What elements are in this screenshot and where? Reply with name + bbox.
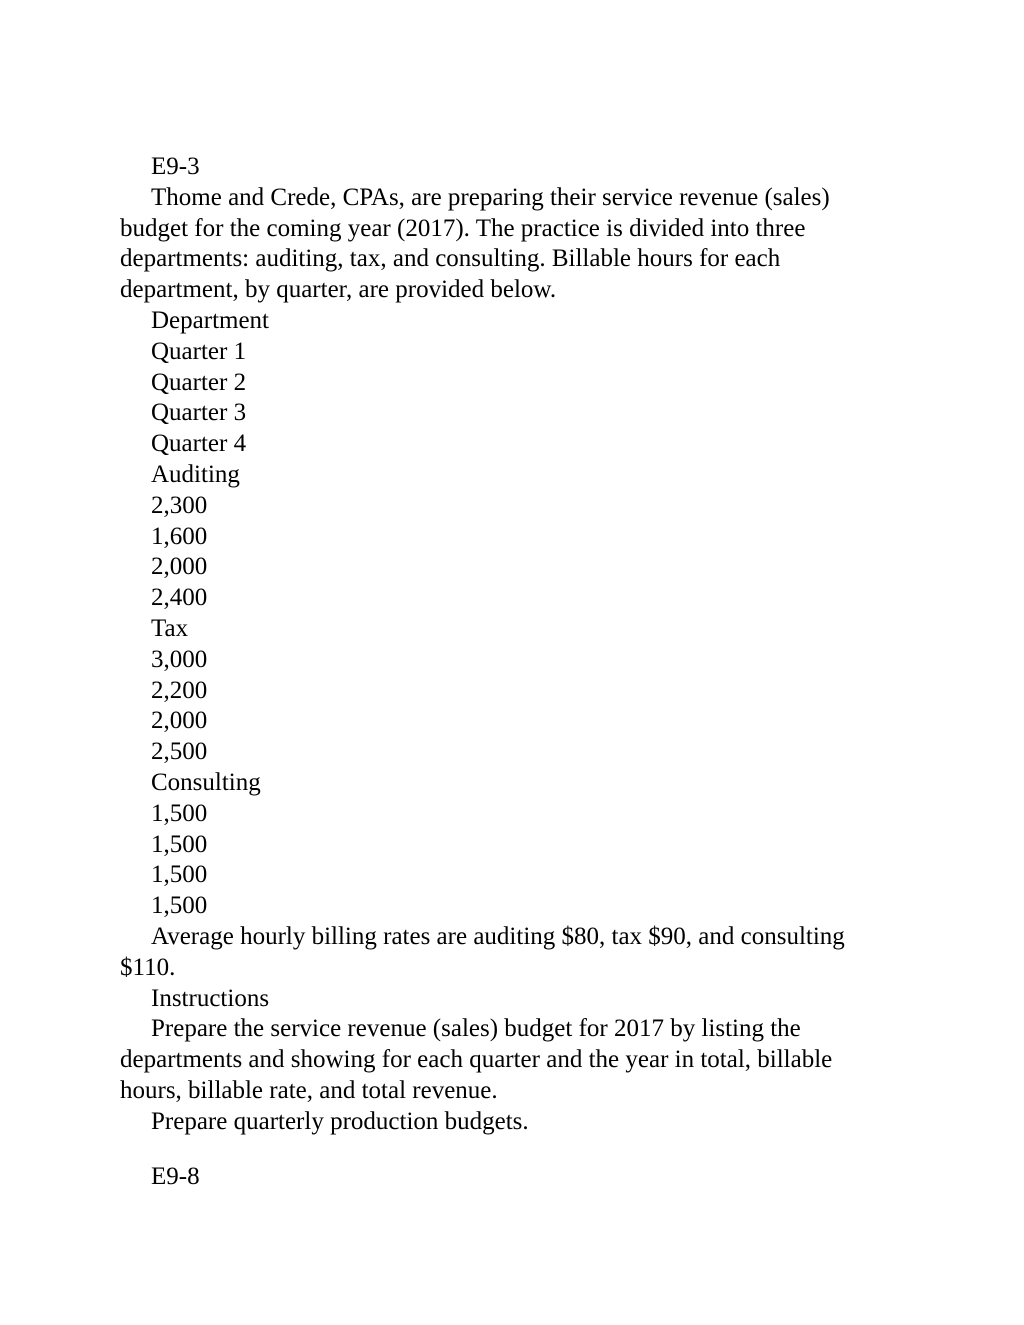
table-header-cell: Quarter 4 xyxy=(151,430,247,458)
instruction-b: Prepare quarterly production budgets. xyxy=(151,1107,529,1135)
intro-line: budget for the coming year (2017). The practice is divided into three xyxy=(120,214,806,242)
billing-rates-paragraph xyxy=(120,922,920,984)
intro-paragraph xyxy=(120,183,920,306)
exercise-heading: E9-8 xyxy=(151,1162,200,1190)
intro-line: Thome and Crede, CPAs, are preparing their service revenue (sales) xyxy=(151,183,830,211)
table-cell: 2,300 xyxy=(151,491,208,519)
table-cell: 1,500 xyxy=(151,892,208,920)
document-content xyxy=(120,152,920,1192)
table-header-cell: Quarter 2 xyxy=(151,368,247,396)
table-row-label: Auditing xyxy=(151,460,240,488)
instruction-a xyxy=(120,1014,920,1106)
instruction-line: hours, billable rate, and total revenue. xyxy=(120,1076,498,1104)
exercise-heading: E9-3 xyxy=(151,153,200,180)
rates-line: $110. xyxy=(120,953,176,981)
instruction-line: departments and showing for each quarter and the year in total, billable xyxy=(120,1046,833,1074)
table-cell: 1,500 xyxy=(151,830,208,858)
intro-line: department, by quarter, are provided below. xyxy=(120,276,557,304)
table-cell: 1,500 xyxy=(151,861,208,889)
table-row-label: Consulting xyxy=(151,768,261,796)
table-cell: 2,500 xyxy=(151,738,208,766)
table-cell: 2,400 xyxy=(151,584,208,612)
instructions-heading: Instructions xyxy=(151,984,270,1012)
table-cell: 3,000 xyxy=(151,645,208,673)
billable-hours-table xyxy=(120,306,920,922)
instruction-line: Prepare the service revenue (sales) budget for 2017 by listing the xyxy=(151,1015,801,1043)
table-cell: 2,000 xyxy=(151,707,208,735)
table-header-cell: Department xyxy=(151,306,270,334)
section-spacer xyxy=(120,1138,920,1162)
table-header-cell: Quarter 3 xyxy=(151,399,247,427)
table-cell: 2,000 xyxy=(151,553,208,581)
table-cell: 1,600 xyxy=(151,522,208,550)
table-cell: 2,200 xyxy=(151,676,208,704)
intro-line: departments: auditing, tax, and consulting. Billable hours for each xyxy=(120,245,781,273)
rates-line: Average hourly billing rates are auditing $80, tax $90, and consulting xyxy=(151,922,845,950)
table-header-cell: Quarter 1 xyxy=(151,337,247,365)
table-cell: 1,500 xyxy=(151,799,208,827)
table-row-label: Tax xyxy=(151,614,189,642)
